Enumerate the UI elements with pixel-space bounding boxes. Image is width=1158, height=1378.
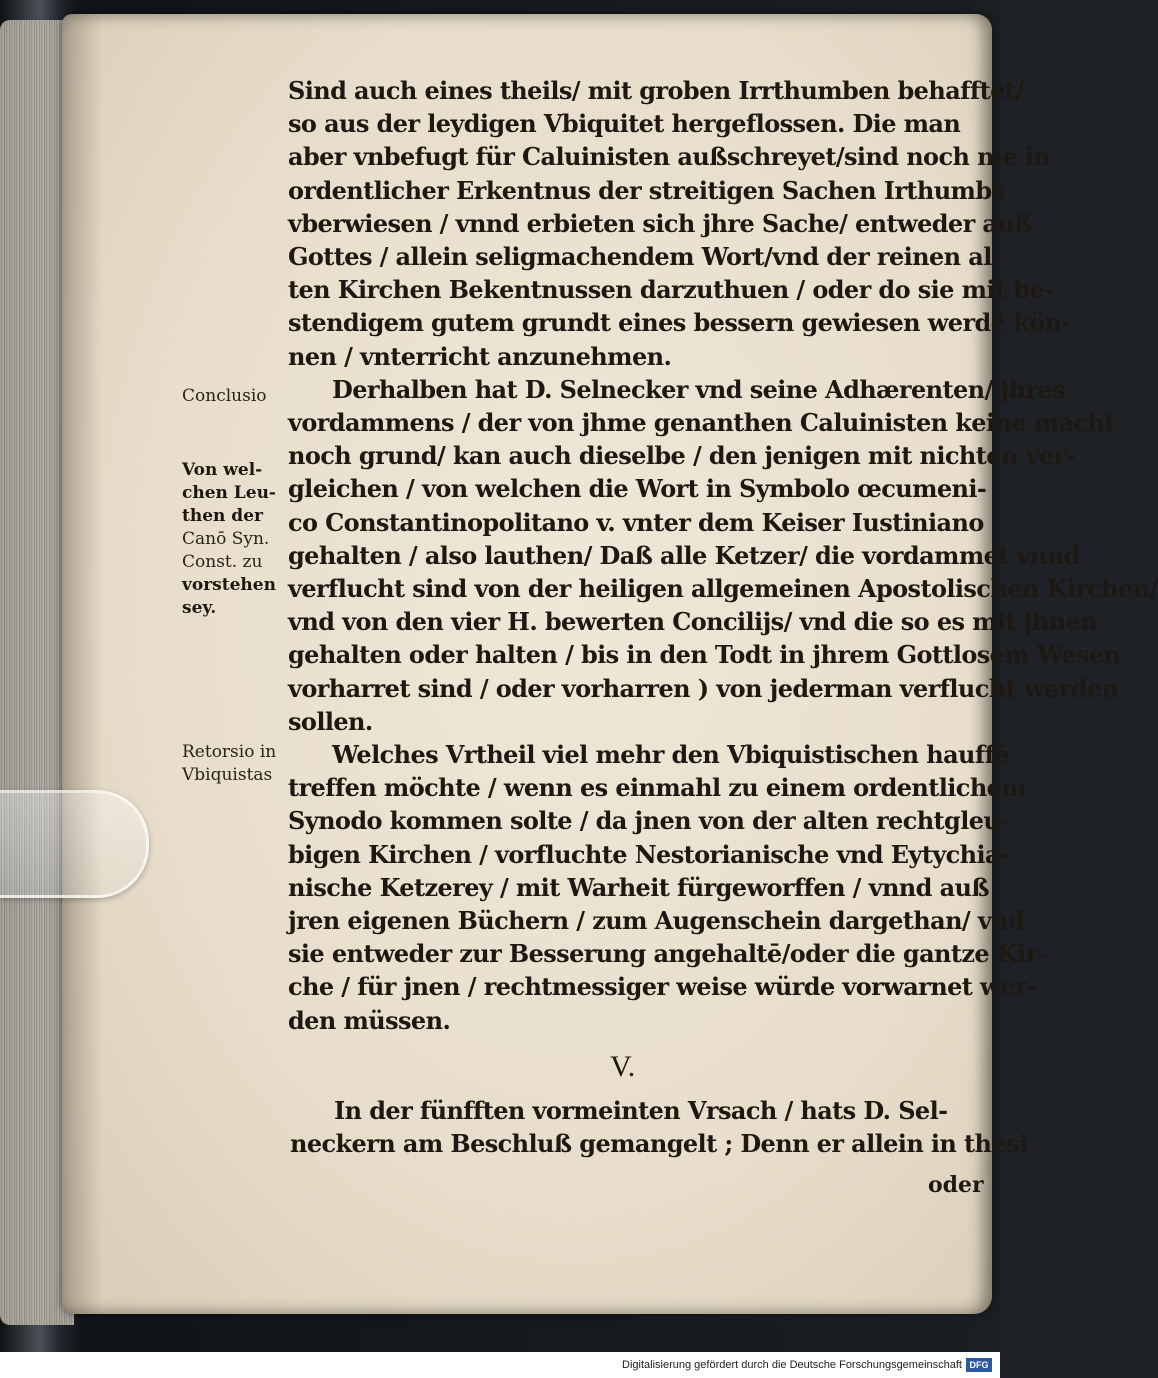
text-line: Welches Vrtheil viel mehr den Vbiquistischen hauffē — [332, 740, 1010, 770]
section-text — [290, 1094, 1028, 1160]
text-line: vnd von den vier H. bewerten Concilijs/ vnd die so es mit jhnen — [288, 607, 1098, 637]
text-line: che / für jnen / rechtmessiger weise würde vorwarnet wer- — [288, 972, 1037, 1002]
page-gutter — [62, 14, 102, 1314]
catchword: oder — [928, 1172, 984, 1198]
text-line: sollen. — [288, 706, 373, 736]
text-line: Sind auch eines theils/ mit groben Irrthumben behafftet/ — [288, 76, 1024, 105]
text-line: gehalten / also lauthen/ Daß alle Ketzer/ die vordammet vnnd — [288, 540, 1080, 570]
margin-note-conclusio: Conclusio — [182, 386, 267, 406]
text-line: vberwiesen / vnnd erbieten sich jhre Sache/ entweder auß — [288, 208, 1032, 238]
text-line: vorharret sind / oder vorharren ) von jederman verflucht werden — [288, 673, 1119, 703]
text-line: co Constantinopolitano v. vnter dem Keiser Iustiniano — [288, 507, 984, 537]
margin-note-line: Vbiquistas — [182, 765, 273, 785]
text-line: sie entweder zur Besserung angehaltē/oder die gantze Kir- — [288, 939, 1048, 969]
text-line: In der fünfften vormeinten Vrsach / hats D. Sel- — [334, 1096, 948, 1125]
text-line: so aus der leydigen Vbiquitet hergeflossen. Die man — [288, 109, 961, 139]
text-line: nen / vnterricht anzunehmen. — [288, 341, 672, 371]
bookmark-clip — [0, 790, 149, 898]
text-line: gehalten oder halten / bis in den Todt in jhrem Gottlosem Wesen — [288, 640, 1121, 670]
margin-note-line: Von wel- — [182, 460, 263, 480]
text-line: noch grund/ kan auch dieselbe / den jenigen mit nichten ver- — [288, 441, 1075, 471]
text-line: aber vnbefugt für Caluinisten außschreyet/sind noch nie in — [288, 142, 1051, 172]
text-line: vordammens / der von jhme genanthen Caluinisten keine macht — [288, 408, 1115, 438]
text-line: Gottes / allein seligmachendem Wort/vnd der reinen al- — [288, 242, 1002, 272]
footer-bar — [0, 1352, 1000, 1378]
margin-note-von-welchen — [182, 459, 294, 620]
margin-note-line: then der — [182, 506, 263, 526]
text-line: stendigem gutem grundt eines bessern gewiesen werdē kön- — [288, 308, 1071, 338]
margin-note-line: vorstehen — [182, 575, 276, 595]
text-line: neckern am Beschluß gemangelt ; Denn er allein in thesi — [290, 1129, 1028, 1159]
text-line: verflucht sind von der heiligen allgemeinen Apostolischen Kirchen/ — [288, 574, 1158, 604]
margin-note-line: Retorsio in — [182, 742, 277, 762]
margin-note-line: chen Leu- — [182, 483, 276, 503]
text-line: treffen möchte / wenn es einmahl zu einem ordentlichem — [288, 773, 1027, 803]
margin-note-line: sey. — [182, 598, 217, 618]
text-line: Synodo kommen solte / da jnen von der alten rechtgleu- — [288, 806, 1010, 836]
section-heading: V. — [610, 1050, 636, 1083]
text-line: nische Ketzerey / mit Warheit fürgeworffen / vnnd auß — [288, 872, 990, 902]
text-line: ordentlicher Erkentnus der streitigen Sachen Irthumbs — [288, 175, 1005, 205]
text-line: den müssen. — [288, 1005, 451, 1035]
text-line: gleichen / von welchen die Wort in Symbolo œcumeni- — [288, 474, 987, 504]
footer-credit: Digitalisierung gefördert durch die Deutsche Forschungsgemeinschaft — [622, 1359, 962, 1371]
margin-note-line: Canō Syn. — [182, 529, 270, 549]
dfg-logo-icon: DFG — [966, 1358, 992, 1372]
text-line: jren eigenen Büchern / zum Augenschein dargethan/ vnd — [288, 906, 1025, 936]
main-text — [288, 74, 1158, 1037]
text-line: bigen Kirchen / vorfluchte Nestorianische vnd Eytychia- — [288, 839, 1010, 869]
text-line: Derhalben hat D. Selnecker vnd seine Adhærenten/ jhres — [332, 374, 1065, 404]
margin-note-retorsio — [182, 741, 276, 787]
text-line: ten Kirchen Bekentnussen darzuthuen / oder do sie mit be- — [288, 275, 1054, 305]
margin-note-line: Const. zu — [182, 552, 263, 572]
